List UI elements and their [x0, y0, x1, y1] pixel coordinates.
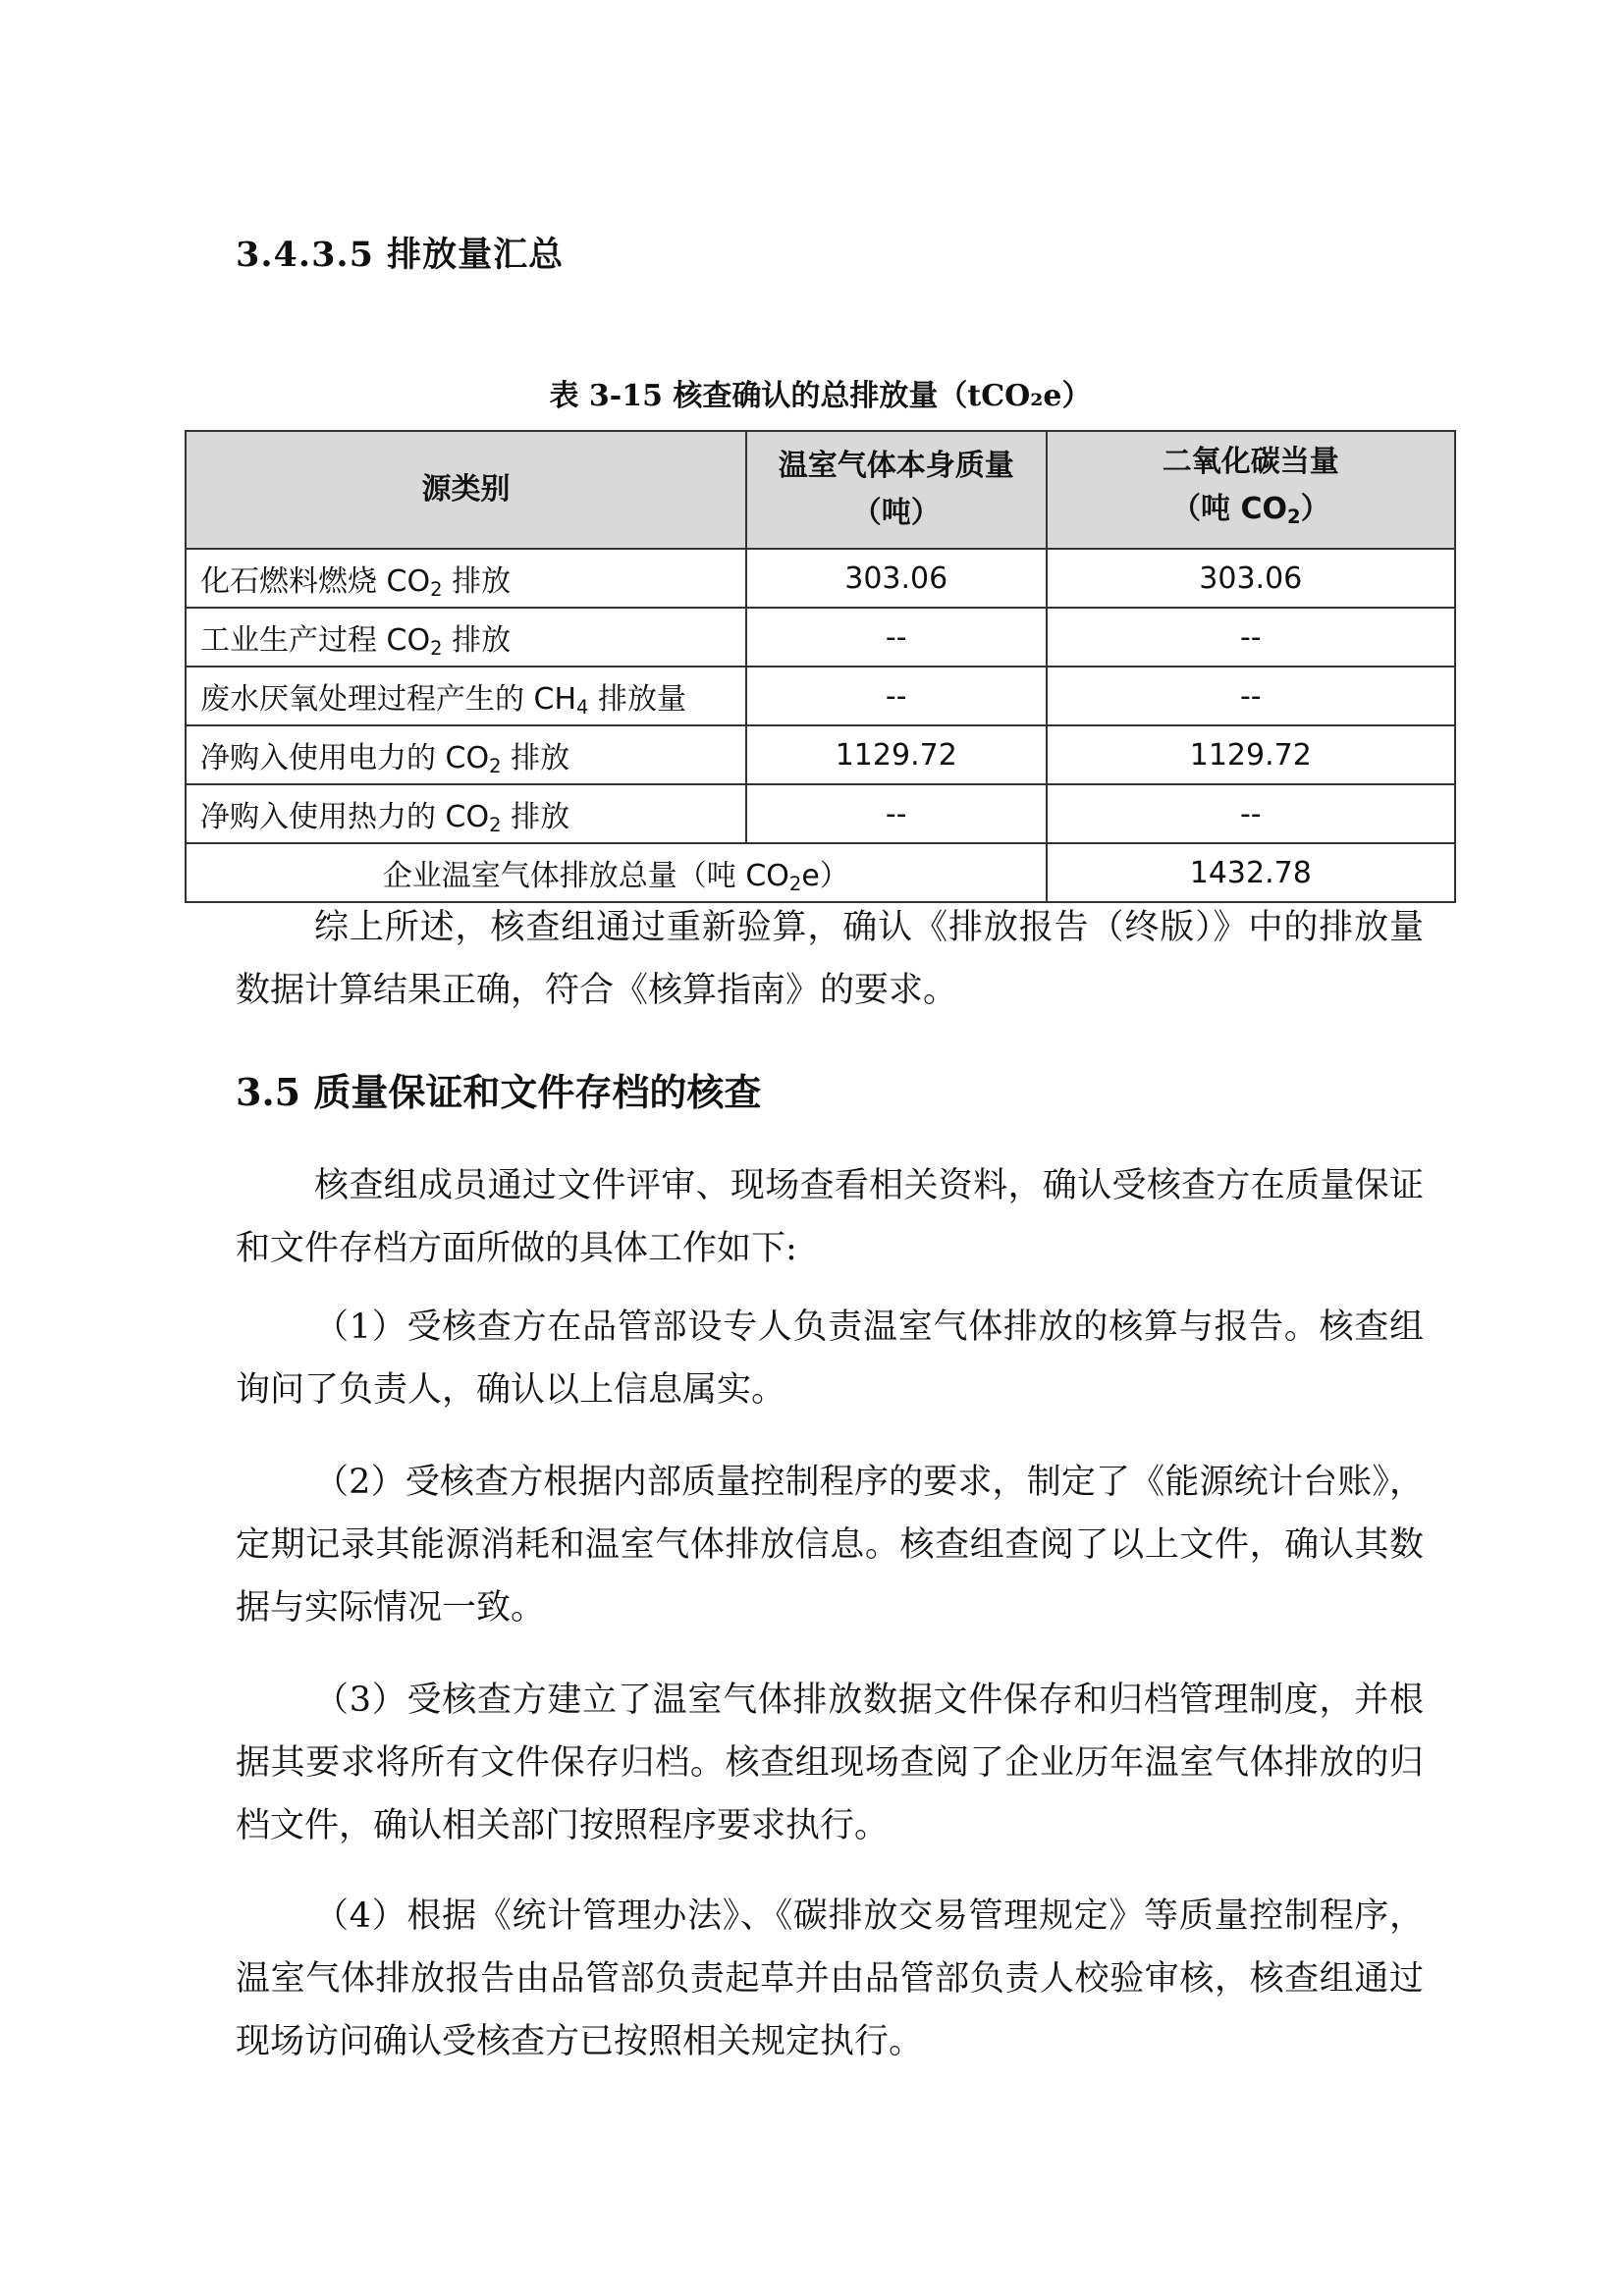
- source-label: 工业生产过程 $CO_2$ 排放: [186, 608, 746, 667]
- mass-value: --: [746, 667, 1047, 725]
- co2e-value: --: [1047, 608, 1455, 667]
- mass-value: --: [746, 608, 1047, 667]
- co2e-value: 303.06: [1047, 549, 1455, 608]
- list-item: （2）受核查方根据内部质量控制程序的要求，制定了《能源统计台账》，定期记录其能源消耗和温室气体排放信息。核查组查阅了以上文件，确认其数据与实际情况一致。: [236, 1463, 1424, 1628]
- table-row: [186, 549, 1455, 608]
- summary-paragraph: 综上所述，核查组通过重新验算，确认《排放报告（终版）》中的排放量数据计算结果正确，符合《核算指南》的要求。: [236, 908, 1424, 1010]
- list-item: （4）根据《统计管理办法》、《碳排放交易管理规定》等质量控制程序，温室气体排放报告由品管部负责起草并由品管部负责人校验审核，核查组通过现场访问确认受核查方已按照相关规定执行。: [236, 1896, 1424, 2061]
- table-total-row: [186, 843, 1455, 902]
- table-row: [186, 784, 1455, 843]
- source-label: 净购入使用热力的 $CO_2$ 排放: [186, 784, 746, 843]
- header-source-category: 源类别: [186, 431, 746, 549]
- table-caption: 表 3-15 核查确认的总排放量（tCO₂e）: [549, 379, 1092, 413]
- co2e-value: 1129.72: [1047, 725, 1455, 784]
- source-label: 净购入使用电力的 $CO_2$ 排放: [186, 725, 746, 784]
- source-label: 化石燃料燃烧 $CO_2$ 排放: [186, 549, 746, 608]
- table-row: [186, 725, 1455, 784]
- table-header-row: [186, 431, 1455, 549]
- list-item: （1）受核查方在品管部设专人负责温室气体排放的核算与报告。核查组询问了负责人，确认以上信息属实。: [236, 1308, 1424, 1410]
- table-row: [186, 608, 1455, 667]
- header-gas-mass: 温室气体本身质量 （吨）: [746, 431, 1047, 549]
- co2e-value: --: [1047, 784, 1455, 843]
- list-item: （3）受核查方建立了温室气体排放数据文件保存和归档管理制度，并根据其要求将所有文件保存归档。核查组现场查阅了企业历年温室气体排放的归档文件，确认相关部门按照程序要求执行。: [236, 1681, 1424, 1845]
- mass-value: 1129.72: [746, 725, 1047, 784]
- intro-paragraph: 核查组成员通过文件评审、现场查看相关资料，确认受核查方在质量保证和文件存档方面所做的具体工作如下:: [236, 1166, 1424, 1268]
- emissions-table: [185, 430, 1456, 903]
- mass-value: 303.06: [746, 549, 1047, 608]
- total-value: 1432.78: [1047, 843, 1455, 902]
- mass-value: --: [746, 784, 1047, 843]
- table-row: [186, 667, 1455, 725]
- co2e-value: --: [1047, 667, 1455, 725]
- section-heading-3-5: 3.5 质量保证和文件存档的核查: [236, 1070, 762, 1114]
- source-label: 废水厌氧处理过程产生的 $CH_4$ 排放量: [186, 667, 746, 725]
- total-label: 企业温室气体排放总量（吨 $CO_2e$）: [186, 843, 1047, 902]
- header-co2-equivalent: 二氧化碳当量 （吨 $CO_2$）: [1047, 431, 1455, 549]
- section-heading-3-4-3-5: 3.4.3.5 排放量汇总: [236, 235, 565, 275]
